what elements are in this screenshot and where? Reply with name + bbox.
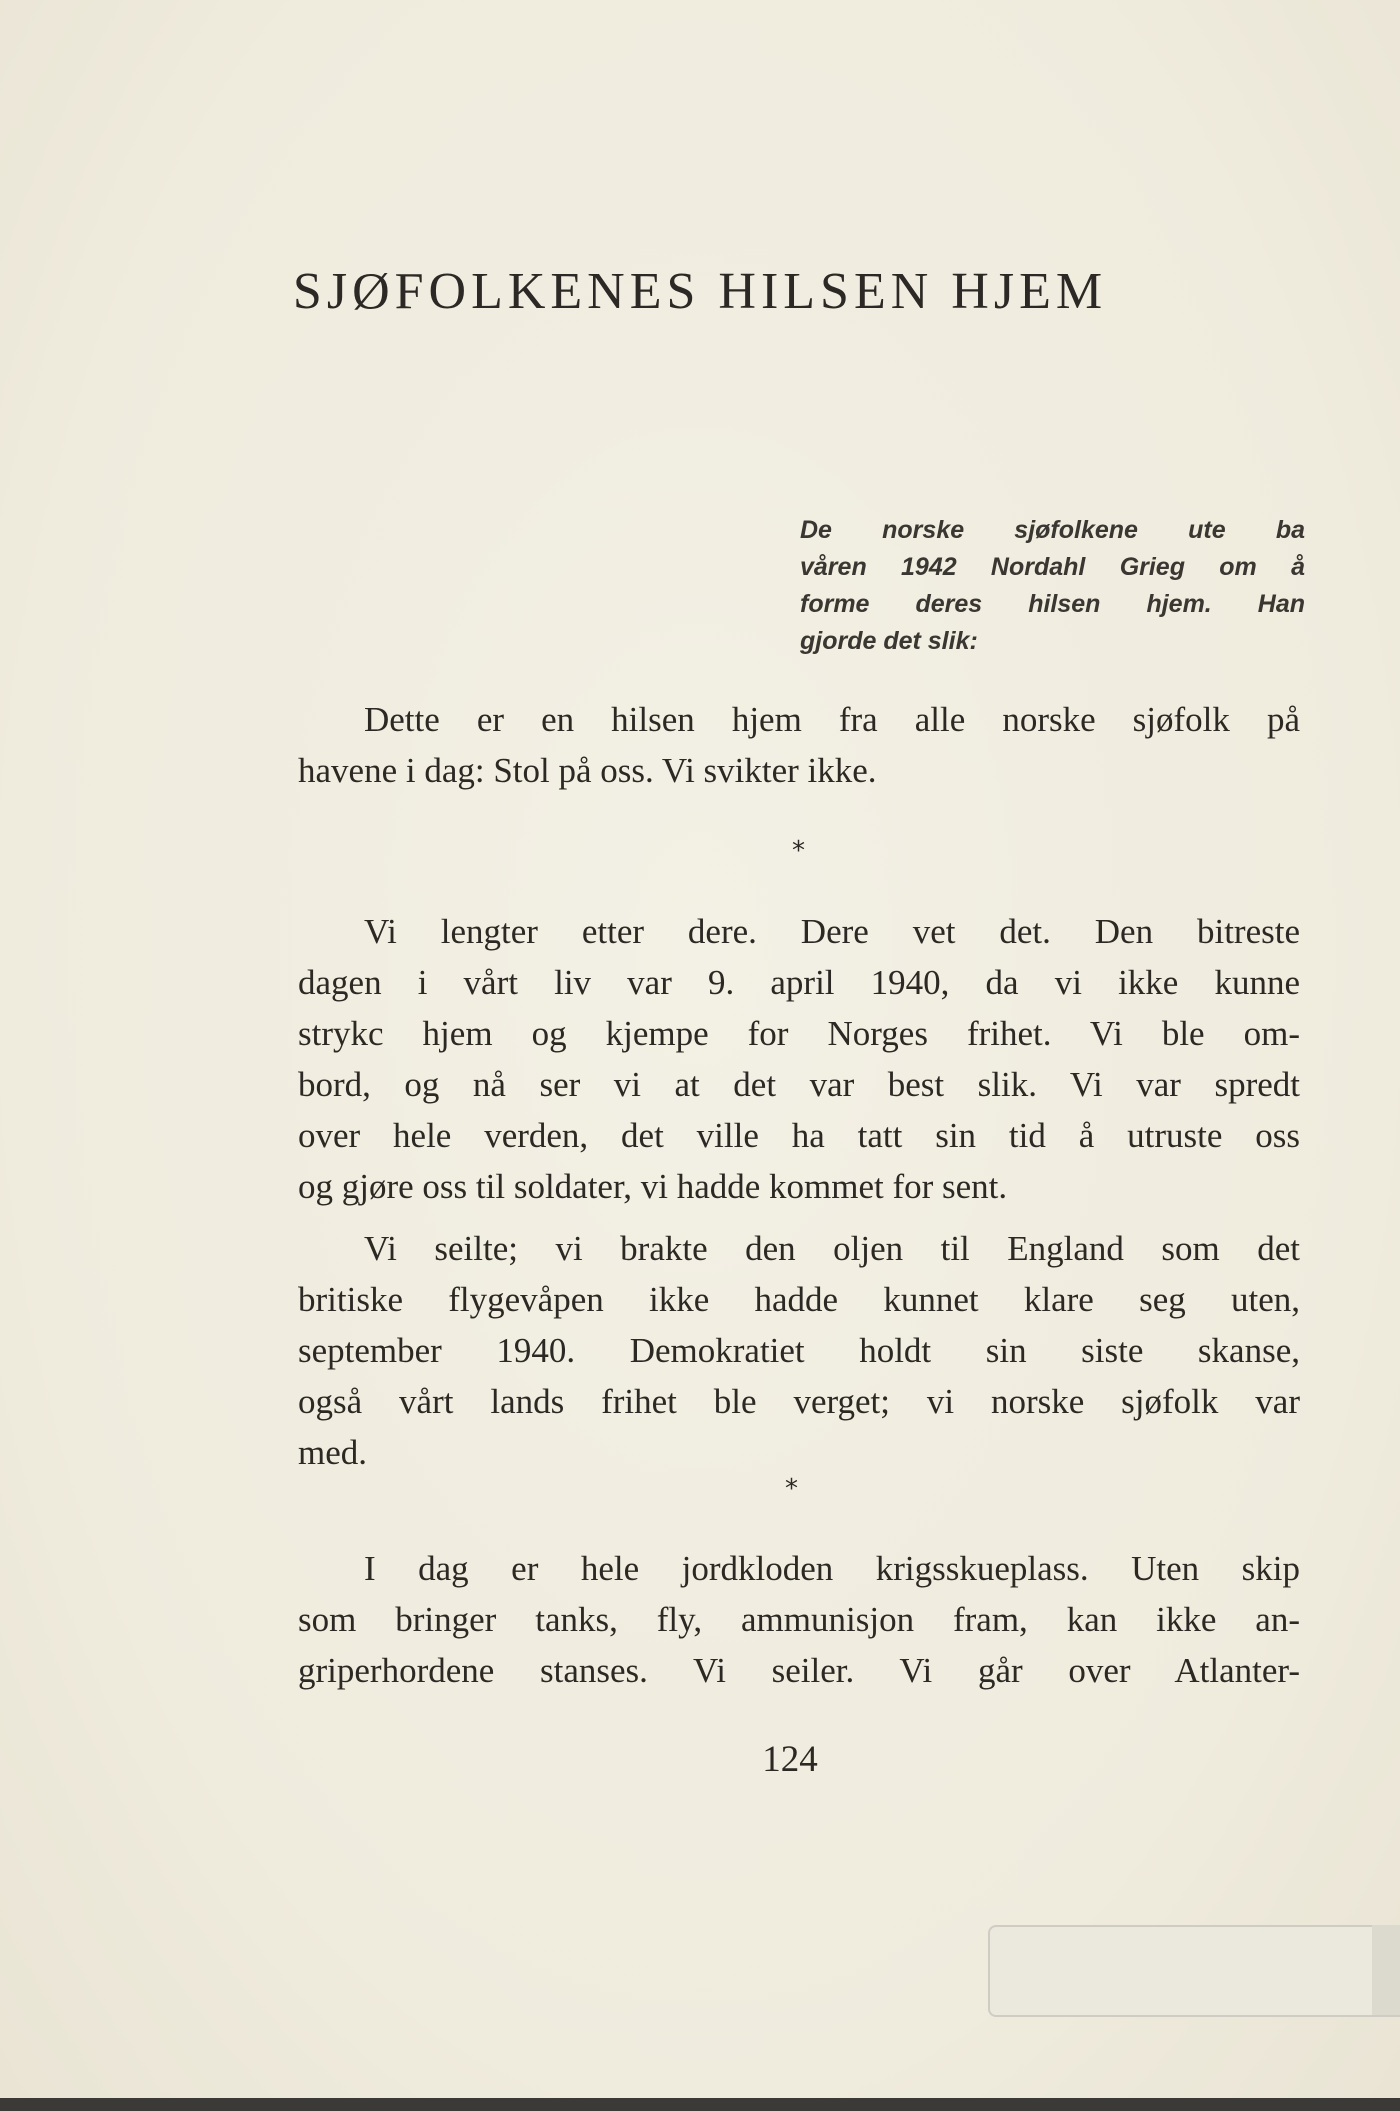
text-line: Vi lengter etter dere. Dere vet det. Den bitreste bbox=[364, 912, 1300, 951]
intro-line: våren 1942 Nordahl Grieg om å bbox=[800, 553, 1305, 581]
text-line: britiske flygevåpen ikke hadde kunnet klare seg uten, bbox=[298, 1280, 1300, 1319]
intro-line: gjorde det slik: bbox=[800, 627, 978, 655]
text-line: strykc hjem og kjempe for Norges frihet. Vi ble om- bbox=[298, 1014, 1300, 1053]
paragraph-3 bbox=[298, 1223, 1300, 1478]
page-bottom-edge bbox=[0, 2098, 1400, 2111]
text-line: I dag er hele jordkloden krigsskueplass. Uten skip bbox=[364, 1549, 1300, 1588]
section-separator: * bbox=[792, 836, 805, 866]
section-separator: * bbox=[785, 1474, 798, 1504]
paragraph-4 bbox=[298, 1543, 1300, 1696]
text-line: også vårt lands frihet ble verget; vi norske sjøfolk var bbox=[298, 1382, 1300, 1421]
text-line: Vi seilte; vi brakte den oljen til England som det bbox=[364, 1229, 1300, 1268]
intro-line: De norske sjøfolkene ute ba bbox=[800, 516, 1305, 544]
text-line: som bringer tanks, fly, ammunisjon fram, kan ikke an- bbox=[298, 1600, 1300, 1639]
text-line: og gjøre oss til soldater, vi hadde kommet for sent. bbox=[298, 1167, 1008, 1206]
intro-note bbox=[800, 512, 1305, 660]
text-line: med. bbox=[298, 1433, 368, 1472]
text-line: Dette er en hilsen hjem fra alle norske sjøfolk på bbox=[364, 700, 1300, 739]
page-number: 124 bbox=[762, 1739, 818, 1780]
paragraph-1 bbox=[298, 694, 1300, 796]
text-line: dagen i vårt liv var 9. april 1940, da vi ikke kunne bbox=[298, 963, 1300, 1002]
text-line: september 1940. Demokratiet holdt sin siste skanse, bbox=[298, 1331, 1300, 1370]
text-line: havene i dag: Stol på oss. Vi svikter ikke. bbox=[298, 751, 877, 790]
page-title: SJØFOLKENES HILSEN HJEM bbox=[292, 263, 1108, 320]
text-line: griperhordene stanses. Vi seiler. Vi går over Atlanter- bbox=[298, 1651, 1300, 1690]
paragraph-2 bbox=[298, 906, 1300, 1212]
page-tab-marker bbox=[988, 1925, 1400, 2017]
text-line: bord, og nå ser vi at det var best slik. Vi var spredt bbox=[298, 1065, 1300, 1104]
intro-line: forme deres hilsen hjem. Han bbox=[800, 590, 1305, 618]
page-edge bbox=[1372, 1925, 1400, 2015]
text-line: over hele verden, det ville ha tatt sin tid å utruste oss bbox=[298, 1116, 1300, 1155]
